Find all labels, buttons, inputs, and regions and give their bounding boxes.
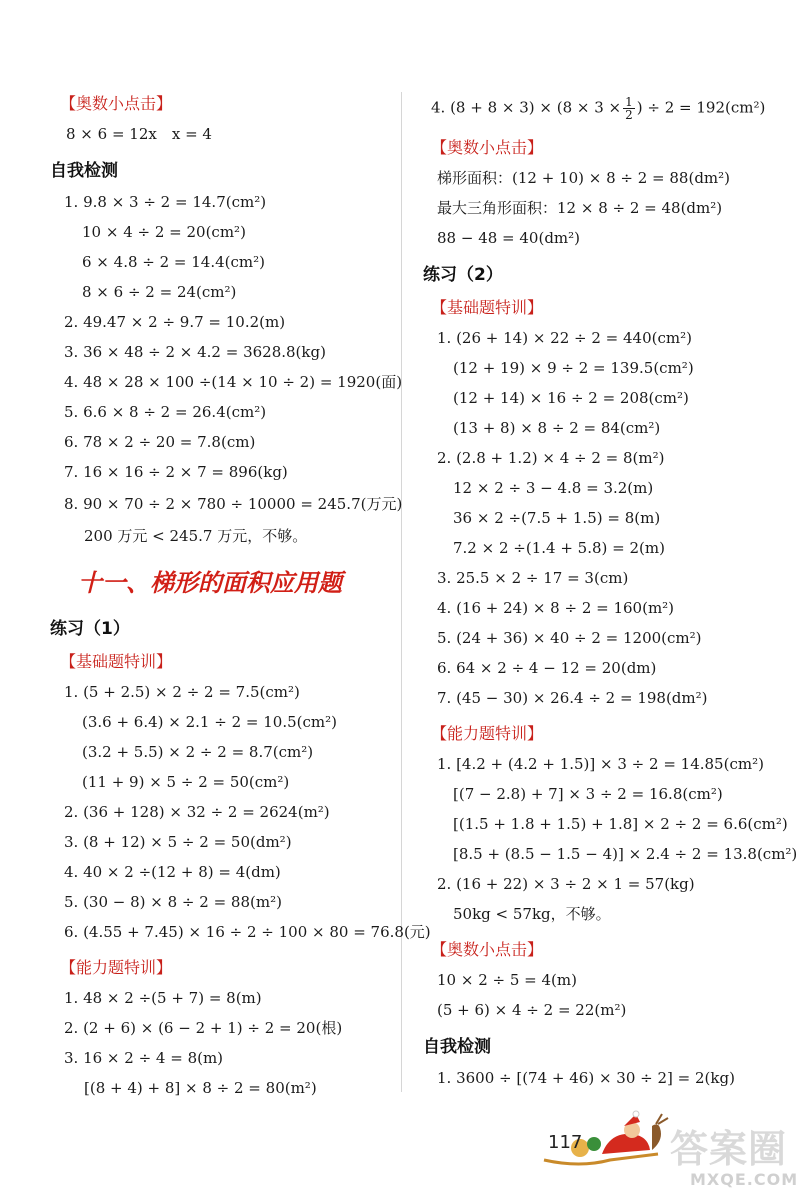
- answer-line: 1. 3600 ÷ [(74 + 46) × 30 ÷ 2] = 2(kg): [437, 1069, 735, 1087]
- section-label-basic: 【基础题特训】: [431, 298, 544, 317]
- section-heading-practice-1: 练习（1）: [50, 619, 130, 639]
- answer-line: 3. 36 × 48 ÷ 2 × 4.2 = 3628.8(kg): [64, 343, 326, 361]
- answer-line: 3. 16 × 2 ÷ 4 = 8(m): [64, 1049, 224, 1067]
- answer-line: 6. (4.55 + 7.45) × 16 ÷ 2 ÷ 100 × 80 = 76.8(元): [64, 923, 431, 941]
- fraction: [623, 96, 635, 121]
- answer-line: 2. (16 + 22) × 3 ÷ 2 × 1 = 57(kg): [437, 875, 695, 893]
- answer-line: 36 × 2 ÷(7.5 + 1.5) = 8(m): [453, 509, 661, 527]
- fraction-numerator: 1: [625, 95, 633, 109]
- page-number: 117: [548, 1132, 583, 1153]
- answer-line: 梯形面积：(12 + 10) × 8 ÷ 2 = 88(dm²): [437, 169, 731, 187]
- answer-line: 1. 9.8 × 3 ÷ 2 = 14.7(cm²): [64, 193, 267, 211]
- answer-line: 4. (16 + 24) × 8 ÷ 2 = 160(m²): [437, 599, 675, 617]
- fraction-denominator: 2: [625, 108, 633, 122]
- answer-line: 50kg < 57kg，不够。: [453, 905, 611, 923]
- answer-line: [8.5 + (8.5 − 1.5 − 4)] × 2.4 ÷ 2 = 13.8(cm²): [453, 845, 798, 863]
- answer-line: 10 × 2 ÷ 5 = 4(m): [437, 971, 577, 989]
- answer-line: [(1.5 + 1.8 + 1.5) + 1.8] × 2 ÷ 2 = 6.6(cm²): [453, 815, 788, 833]
- answer-line: 4. 40 × 2 ÷(12 + 8) = 4(dm): [64, 863, 281, 881]
- answer-line: 200 万元 < 245.7 万元，不够。: [84, 527, 308, 545]
- answer-line: 8 × 6 ÷ 2 = 24(cm²): [82, 283, 237, 301]
- answer-line: [(7 − 2.8) + 7] × 3 ÷ 2 = 16.8(cm²): [453, 785, 723, 803]
- answer-line: (5 + 6) × 4 ÷ 2 = 22(m²): [437, 1001, 627, 1019]
- answer-line-with-fraction: [431, 96, 765, 121]
- answer-line: (3.6 + 6.4) × 2.1 ÷ 2 = 10.5(cm²): [82, 713, 337, 731]
- section-label-ability: 【能力题特训】: [431, 724, 544, 743]
- answer-line: 7. (45 − 30) × 26.4 ÷ 2 = 198(dm²): [437, 689, 708, 707]
- answer-line: 2. (2 + 6) × (6 − 2 + 1) ÷ 2 = 20(根): [64, 1019, 343, 1037]
- column-divider: [401, 92, 402, 1092]
- answer-line: 3. 25.5 × 2 ÷ 17 = 3(cm): [437, 569, 629, 587]
- answer-line: 5. 6.6 × 8 ÷ 2 = 26.4(cm²): [64, 403, 267, 421]
- section-label-olympiad: 【奥数小点击】: [431, 940, 544, 959]
- answer-line: (11 + 9) × 5 ÷ 2 = 50(cm²): [82, 773, 290, 791]
- answer-text: ) ÷ 2 = 192(cm²): [636, 98, 766, 117]
- section-heading-practice-2: 练习（2）: [423, 265, 503, 285]
- answer-line: 10 × 4 ÷ 2 = 20(cm²): [82, 223, 246, 241]
- answer-line: 1. (26 + 14) × 22 ÷ 2 = 440(cm²): [437, 329, 692, 347]
- answer-line: 7.2 × 2 ÷(1.4 + 5.8) = 2(m): [453, 539, 665, 557]
- answer-line: 5. (30 − 8) × 8 ÷ 2 = 88(m²): [64, 893, 282, 911]
- answer-line: 5. (24 + 36) × 40 ÷ 2 = 1200(cm²): [437, 629, 702, 647]
- answer-line: 3. (8 + 12) × 5 ÷ 2 = 50(dm²): [64, 833, 292, 851]
- answer-line: 1. 48 × 2 ÷(5 + 7) = 8(m): [64, 989, 262, 1007]
- answer-line: 2. (36 + 128) × 32 ÷ 2 = 2624(m²): [64, 803, 330, 821]
- answer-line: 88 − 48 = 40(dm²): [437, 229, 581, 247]
- answer-line: 1. [4.2 + (4.2 + 1.5)] × 3 ÷ 2 = 14.85(cm²): [437, 755, 764, 773]
- section-label-olympiad: 【奥数小点击】: [60, 94, 173, 113]
- answer-line: 2. 49.47 × 2 ÷ 9.7 = 10.2(m): [64, 313, 286, 331]
- answer-line: 6 × 4.8 ÷ 2 = 14.4(cm²): [82, 253, 265, 271]
- section-label-basic: 【基础题特训】: [60, 652, 173, 671]
- answer-line: 1. (5 + 2.5) × 2 ÷ 2 = 7.5(cm²): [64, 683, 300, 701]
- section-label-olympiad: 【奥数小点击】: [431, 138, 544, 157]
- answer-text: 4. (8 + 8 × 3) × (8 × 3 ×: [431, 98, 622, 117]
- answer-line: 2. (2.8 + 1.2) × 4 ÷ 2 = 8(m²): [437, 449, 665, 467]
- answer-line: (12 + 19) × 9 ÷ 2 = 139.5(cm²): [453, 359, 694, 377]
- answer-line: 12 × 2 ÷ 3 − 4.8 = 3.2(m): [453, 479, 654, 497]
- answer-line: [(8 + 4) + 8] × 8 ÷ 2 = 80(m²): [84, 1079, 317, 1097]
- answer-line: (12 + 14) × 16 ÷ 2 = 208(cm²): [453, 389, 689, 407]
- answer-line: 最大三角形面积：12 × 8 ÷ 2 = 48(dm²): [437, 199, 723, 217]
- answer-line: 4. 48 × 28 × 100 ÷(14 × 10 ÷ 2) = 1920(面): [64, 373, 403, 391]
- watermark-url: MXQE.COM: [690, 1170, 799, 1189]
- answer-line: 6. 78 × 2 ÷ 20 = 7.8(cm): [64, 433, 256, 451]
- chapter-title: 十一、梯形的面积应用题: [78, 569, 342, 597]
- answer-line: 8. 90 × 70 ÷ 2 × 780 ÷ 10000 = 245.7(万元): [64, 495, 403, 513]
- answer-line: (13 + 8) × 8 ÷ 2 = 84(cm²): [453, 419, 661, 437]
- section-heading-self-check: 自我检测: [423, 1037, 491, 1057]
- answer-line: 7. 16 × 16 ÷ 2 × 7 = 896(kg): [64, 463, 288, 481]
- section-label-ability: 【能力题特训】: [60, 958, 173, 977]
- answer-line: 6. 64 × 2 ÷ 4 − 12 = 20(dm): [437, 659, 657, 677]
- section-heading-self-check: 自我检测: [50, 161, 118, 181]
- watermark-logo: 答案圈: [670, 1127, 788, 1171]
- answer-line: (3.2 + 5.5) × 2 ÷ 2 = 8.7(cm²): [82, 743, 314, 761]
- answer-line: 8 × 6 = 12x x = 4: [66, 125, 212, 143]
